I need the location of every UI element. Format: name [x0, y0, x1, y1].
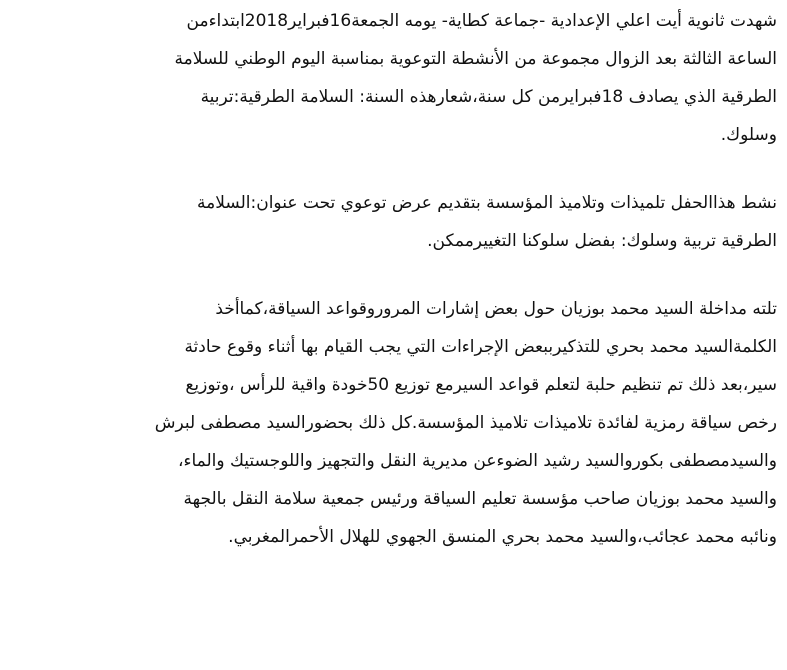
text-line: الطرقية الذي يصادف 18فبرايرمن كل سنة،شعارهذه السنة: السلامة الطرقية:تربية	[200, 87, 777, 107]
text-line: وسلوك.	[720, 125, 777, 145]
text-line: سير،بعد ذلك تم تنظيم حلبة لتعلم قواعد السيرمع توزيع 50خودة واقية للرأس ،وتوزيع	[185, 375, 777, 395]
paragraph-1	[7, 0, 777, 154]
text-line: ونائبه محمد عجائب،والسيد محمد بحري المنسق الجهوي للهلال الأحمرالمغربي.	[228, 527, 777, 547]
text-line: نشط هذاالحفل تلميذات وتلاميذ المؤسسة بتقديم عرض توعوي تحت عنوان:السلامة	[197, 193, 777, 213]
text-line: الطرقية تربية وسلوك: بفضل سلوكنا التغييرممكن.	[427, 231, 777, 251]
paragraph-3	[7, 290, 777, 556]
paragraph-2	[7, 184, 777, 260]
text-line: الساعة الثالثة بعد الزوال مجموعة من الأنشطة التوعوية بمناسبة اليوم الوطني للسلامة	[174, 49, 777, 69]
paragraph-spacer	[7, 260, 777, 290]
text-line: والسيد محمد بوزيان صاحب مؤسسة تعليم السياقة ورئيس جمعية سلامة النقل بالجهة	[183, 489, 777, 509]
text-line: شهدت ثانوية أيت اعلي الإعدادية -جماعة كطاية- يومه الجمعة16فبراير2018ابتداءمن	[186, 11, 777, 31]
text-line: تلته مداخلة السيد محمد بوزيان حول بعض إشارات المروروقواعد السياقة،كماأخذ	[215, 299, 777, 319]
text-line: رخص سياقة رمزية لفائدة تلاميذات تلاميذ المؤسسة.كل ذلك بحضورالسيد مصطفى لبرش	[154, 413, 777, 433]
paragraph-spacer	[7, 154, 777, 184]
document-body	[7, 0, 777, 556]
text-line: والسيدمصطفى بكوروالسيد رشيد الضوءعن مديرية النقل والتجهيز واللوجستيك والماء،	[177, 451, 777, 471]
text-line: الكلمةالسيد محمد بحري للتذكيرببعض الإجراءات التي يجب القيام بها أثناء وقوع حادثة	[184, 337, 777, 357]
